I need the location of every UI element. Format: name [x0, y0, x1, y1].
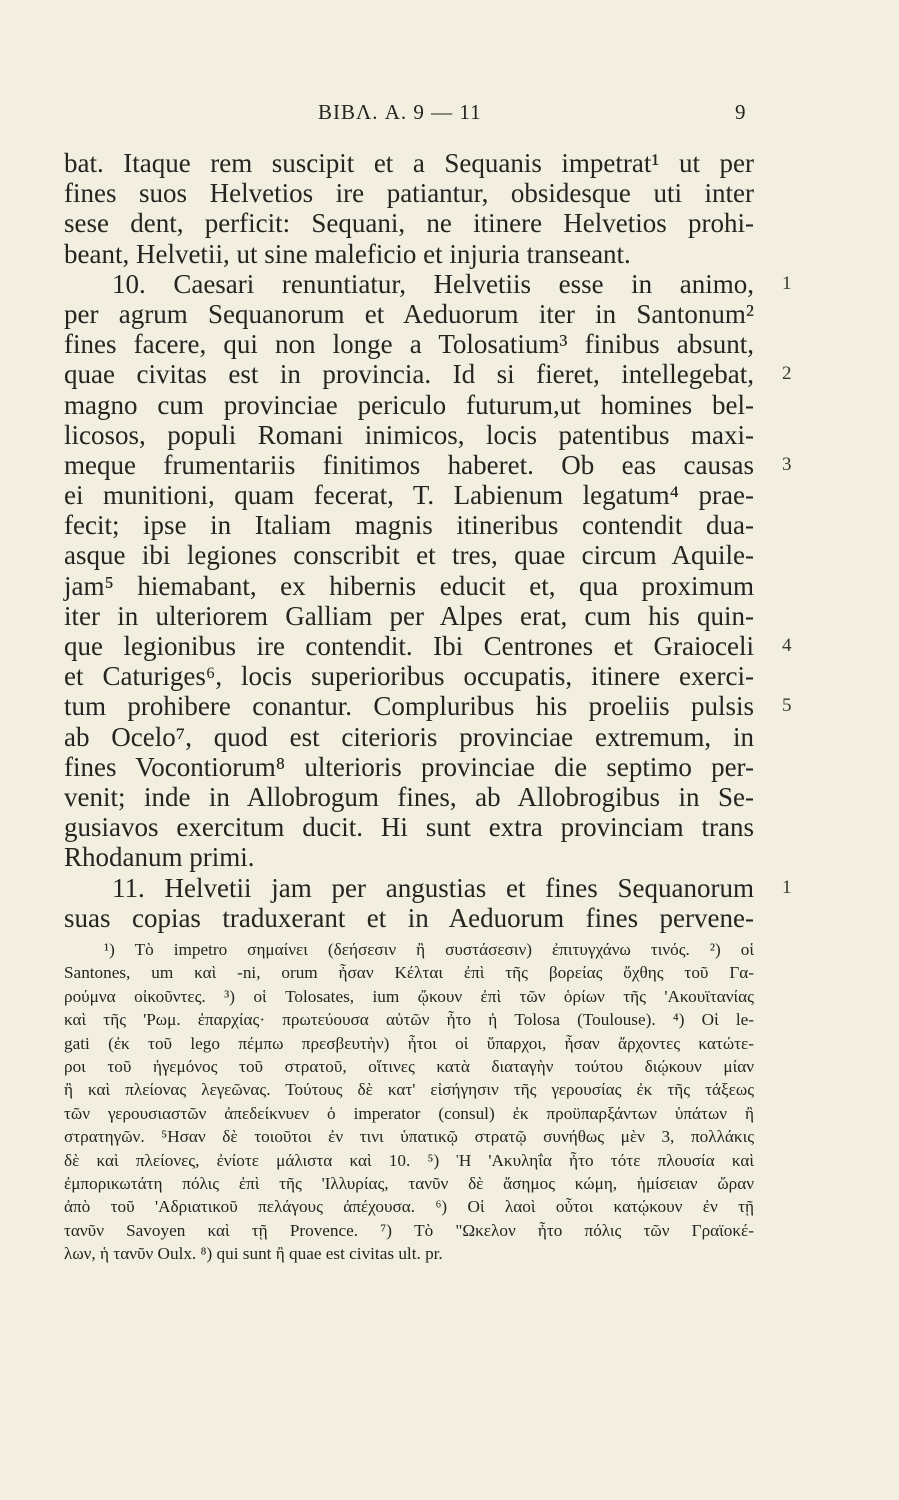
text-line: suas copias traduxerant et in Aeduorum fines pervene-	[64, 902, 754, 933]
text-line: bat. Itaque rem suscipit et a Sequanis impetrat¹ ut per	[64, 148, 754, 178]
text-line: fines suos Helvetios ire patiantur, obsidesque uti inter	[64, 178, 754, 209]
text-line: et Caturiges⁶, locis superioribus occupatis, itinere exerci-	[64, 661, 754, 692]
footnote-line: ροι τοῦ ἡγεμόνος τοῦ στρατοῦ, οἵτινες κατὰ διαταγὴν τούτου διῴκουν μίαν	[64, 1056, 754, 1076]
margin-number: 1	[782, 876, 792, 898]
footnote-line: ¹) Τὸ impetro σημαίνει (δεήσεσιν ἢ συστάσεσιν) ἐπιτυγχάνω τινός. ²) οἱ	[104, 940, 754, 959]
margin-number: 5	[782, 695, 792, 717]
text-line: Rhodanum primi.	[64, 842, 255, 873]
footnote-line: Santones, um καὶ -ni, orum ἦσαν Κέλται ἐπὶ τῆς βορείας ὄχθης τοῦ Γα-	[64, 963, 754, 983]
footnotes	[64, 938, 754, 1265]
margin-number: 2	[782, 363, 792, 385]
footnote-line: ἢ καὶ πλείονας λεγεῶνας. Τούτους δὲ κατ' εἰσήγησιν τῆς γερουσίας ἐκ τῆς τάξεως	[64, 1080, 754, 1100]
text-line: asque ibi legiones conscribit et tres, quae circum Aquile-	[64, 540, 754, 571]
footnote-line: τανῦν Savoyen καὶ τῇ Provence. ⁷) Τὸ "Ωκελον ἦτο πόλις τῶν Γραϊοκέ-	[64, 1220, 754, 1240]
text-line: jam⁵ hiemabant, ex hibernis educit et, qua proximum	[64, 570, 754, 601]
text-line: gusiavos exercitum ducit. Hi sunt extra provinciam trans	[64, 812, 754, 843]
section-11-start: 11. Helvetii jam per angustias et fines Sequanorum 1	[112, 872, 792, 903]
text-line: ab Ocelo⁷, quod est citerioris provinciae extremum, in	[64, 721, 754, 752]
text-line: ei munitioni, quam fecerat, T. Labienum legatum⁴ prae-	[64, 480, 754, 511]
text-line: fines facere, qui non longe a Tolosatium³ finibus absunt,	[64, 329, 754, 360]
footnote-line: gati (ἐκ τοῦ lego πέμπω πρεσβευτὴν) ἦτοι οἱ ὕπαρχοι, ἦσαν ἄρχοντες κατώτε-	[64, 1033, 754, 1053]
text-line: quae civitas est in provincia. Id si fieret, intellegebat, 2	[64, 359, 792, 390]
text-line: beant, Helvetii, ut sine maleficio et injuria transeant.	[64, 238, 631, 269]
text-line: que legionibus ire contendit. Ibi Centrones et Graioceli 4	[64, 631, 792, 661]
footnote-line: στρατηγῶν. ⁵Ησαν δὲ τοιοῦτοι ἐν τινι ὑπατικῷ στρατῷ συνήθως μὲν 3, πολλάκις	[64, 1127, 754, 1147]
text-line: venit; inde in Allobrogum fines, ab Allobrogibus in Se-	[64, 781, 754, 812]
footnote-line: ἐμπορικωτάτη πόλις ἐπὶ τῆς 'Ιλλυρίας, τανῦν δὲ ἄσημος κώμη, ἡμίσειαν ὥραν	[64, 1173, 754, 1193]
text-line: meque frumentariis finitimos haberet. Ob eas causas 3	[64, 449, 792, 480]
text-line: magno cum provinciae periculo futurum,ut homines bel-	[64, 389, 754, 420]
footnote-line: δὲ καὶ πλείονες, ἐνίοτε μάλιστα καὶ 10. ⁵) Ἡ 'Ακυληΐα ἦτο τότε πλουσία καὶ	[64, 1150, 754, 1170]
footnote-line: λων, ἡ τανῦν Oulx. ⁸) qui sunt ἢ quae est civitas ult. pr.	[64, 1244, 443, 1264]
text-line: iter in ulteriorem Galliam per Alpes erat, cum his quin-	[64, 600, 754, 631]
text-line: fecit; ipse in Italiam magnis itineribus contendit dua-	[64, 510, 754, 541]
footnote-line: ἀπὸ τοῦ 'Αδριατικοῦ πελάγους ἀπέχουσα. ⁶) Οἱ λαοὶ οὗτοι κατῴκουν ἐν τῇ	[64, 1197, 754, 1217]
text-line: tum prohibere conantur. Compluribus his proeliis pulsis 5	[64, 691, 792, 722]
margin-number: 4	[782, 635, 792, 656]
footnote-line: καὶ τῆς 'Ρωμ. ἐπαρχίας· πρωτεύουσα αὐτῶν ἦτο ἡ Tolosa (Toulouse). ⁴) Οἱ le-	[64, 1010, 754, 1030]
running-header	[0, 100, 899, 130]
text-line: licosos, populi Romani inimicos, locis patentibus maxi-	[64, 419, 754, 450]
main-text	[64, 148, 792, 933]
section-10-start: 10. Caesari renuntiatur, Helvetiis esse in animo, 1	[112, 268, 792, 299]
footnote-line: τῶν γερουσιαστῶν ἀπεδείκνυεν ὁ imperator (consul) ἐκ προϋπαρξάντων ὑπάτων ἢ	[64, 1103, 754, 1123]
footnote-line: ρούμνα οἰκοῦντες. ³) οἱ Tolosates, ium ᾤκουν ἐπὶ τῶν ὁρίων τῆς 'Ακουϊτανίας	[64, 986, 754, 1006]
margin-number: 1	[782, 272, 792, 294]
margin-number: 3	[782, 453, 792, 475]
text-line: fines Vocontiorum⁸ ulterioris provinciae die septimo per-	[64, 751, 754, 782]
text-line: sese dent, perficit: Sequani, ne itinere Helvetios prohi-	[64, 208, 754, 239]
text-line: per agrum Sequanorum et Aeduorum iter in Santonum²	[64, 298, 754, 329]
page-number: 9	[735, 100, 747, 124]
running-title: BIBΛ. A. 9 — 11	[318, 100, 482, 124]
